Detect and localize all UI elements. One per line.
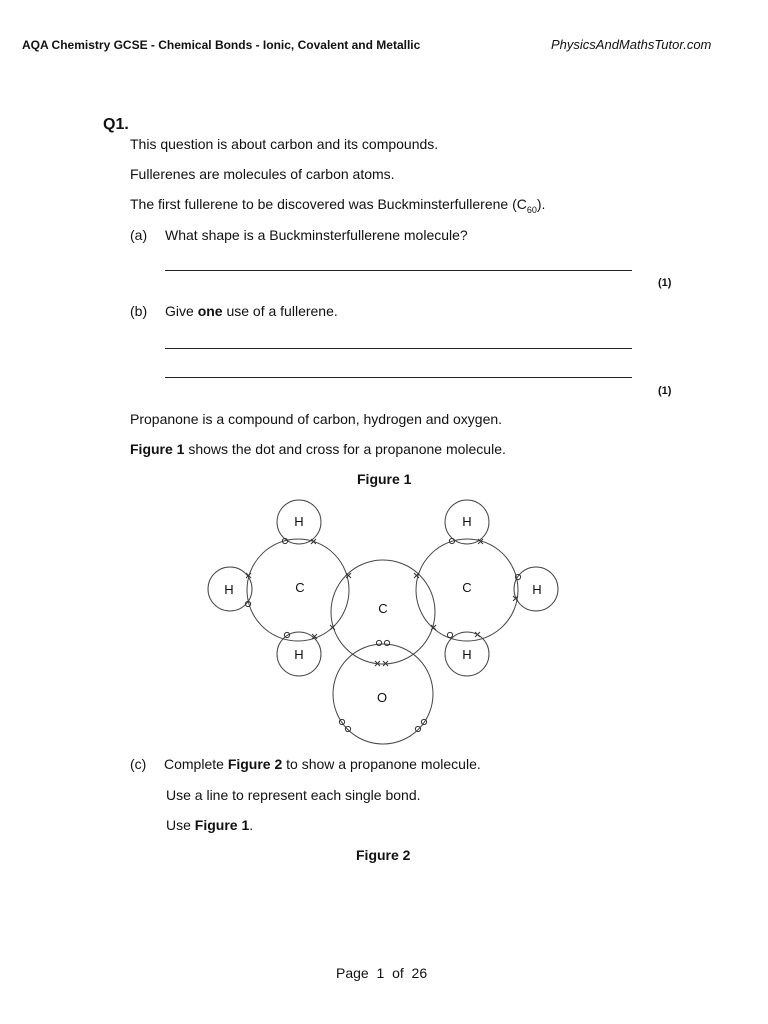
atom-h-bottom-left: H [294,647,304,662]
subscript-60: 60 [526,204,537,215]
atom-c-left: C [295,580,305,595]
answer-line-b1[interactable] [165,348,632,349]
intro-text: This question is about carbon and its compounds. [130,136,439,152]
part-a-label: (a) [130,227,148,243]
atom-h-top-right: H [462,514,472,529]
part-c-instruction-bond: Use a line to represent each single bond. [166,787,421,803]
figure1-reference: Figure 1 shows the dot and cross for a propanone molecule. [130,441,506,457]
atom-c-center: C [378,601,388,616]
propanone-text: Propanone is a compound of carbon, hydrogen and oxygen. [130,411,503,427]
atom-h-bottom-right: H [462,647,472,662]
propanone-dot-cross-diagram [200,498,560,748]
part-c-question: Complete Figure 2 to show a propanone molecule. [164,756,481,772]
part-a-question: What shape is a Buckminsterfullerene molecule? [165,227,468,243]
part-b-question: Give one use of a fullerene. [165,303,338,319]
atom-h-right: H [532,582,542,597]
question-number: Q1. [103,116,129,133]
part-c-instruction-figure: Use Figure 1. [166,817,254,833]
atom-h-top-left: H [294,514,304,529]
atom-c-right: C [462,580,472,595]
answer-line-a[interactable] [165,270,632,271]
part-a-marks: (1) [658,277,672,289]
answer-line-b2[interactable] [165,377,632,378]
document-header-title: AQA Chemistry GCSE - Chemical Bonds - Ionic, Covalent and Metallic [22,38,421,52]
part-b-label: (b) [130,303,148,319]
fullerenes-text: Fullerenes are molecules of carbon atoms. [130,166,395,182]
page-number: Page 1 of 26 [336,965,428,981]
site-watermark: PhysicsAndMathsTutor.com [551,37,712,52]
part-c-label: (c) [130,756,147,772]
figure2-title: Figure 2 [356,847,411,863]
atom-h-left: H [224,582,234,597]
atom-o: O [376,690,388,705]
first-fullerene-text: The first fullerene to be discovered was Buckminsterfullerene $(C_{60})$. [130,196,546,215]
part-b-marks: (1) [658,385,672,397]
figure1-title: Figure 1 [357,471,412,487]
